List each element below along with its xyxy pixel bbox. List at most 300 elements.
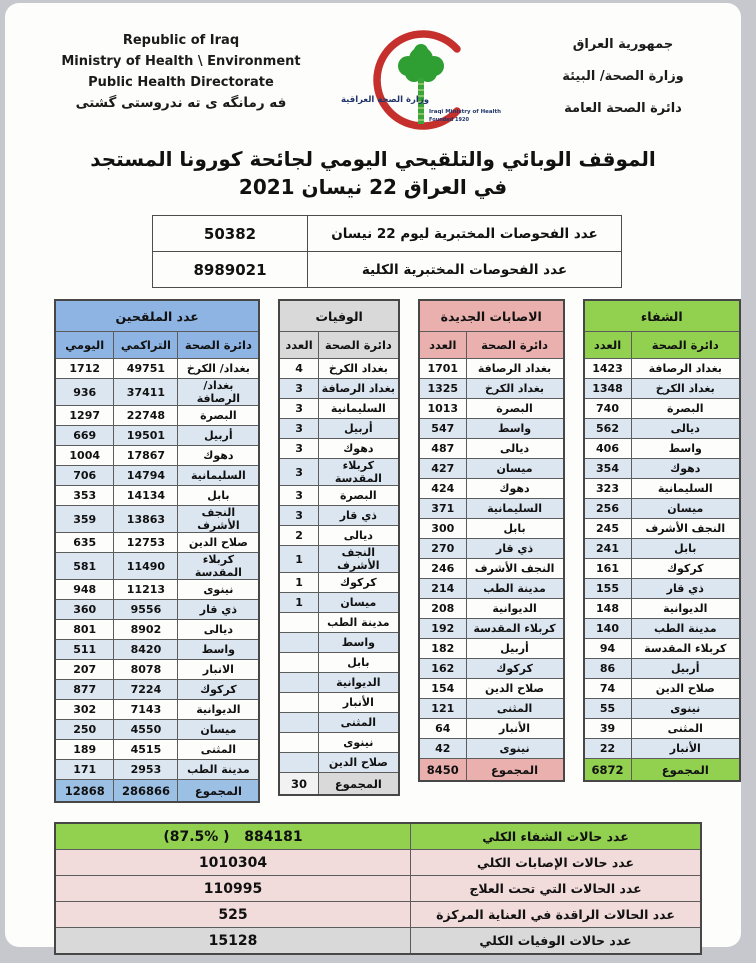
table-row [419, 659, 564, 679]
deaths-total-label: المجموع [318, 773, 399, 796]
table-row [584, 739, 741, 759]
value-cell: 8078 [114, 660, 178, 680]
province-cell: بغداد الكرخ [318, 359, 399, 379]
table-row [55, 876, 701, 902]
value-cell: 371 [419, 499, 466, 519]
table-row [584, 639, 741, 659]
province-cell: مدينة الطب [631, 619, 740, 639]
table-row [419, 579, 564, 599]
province-cell: ديالى [318, 526, 399, 546]
value-cell: 801 [55, 620, 114, 640]
logo-arabic-name: وزارة الصحة العراقية [341, 95, 429, 105]
province-cell: كربلاء المقدسة [178, 553, 259, 580]
table-row [55, 300, 259, 332]
province-cell: واسط [631, 439, 740, 459]
value-cell: 246 [419, 559, 466, 579]
value-cell: 7143 [114, 700, 178, 720]
table-row [279, 693, 399, 713]
province-cell: الديوانية [466, 599, 563, 619]
table-row [55, 426, 259, 446]
value-cell: 39 [584, 719, 632, 739]
total-tests-label: عدد الفحوصات المختبرية الكلية [308, 252, 622, 288]
value-cell: 74 [584, 679, 632, 699]
table-row [55, 600, 259, 620]
header-en-line3: Public Health Directorate [88, 74, 274, 90]
table-row [279, 399, 399, 419]
totals-summary-table [54, 822, 702, 955]
value-cell [279, 713, 318, 733]
province-cell: السليمانية [631, 479, 740, 499]
table-row [153, 216, 622, 252]
recovery-province-header: دائرة الصحة [631, 332, 740, 359]
province-cell: بابل [631, 539, 740, 559]
value-cell: 49751 [114, 359, 178, 379]
value-cell: 354 [584, 459, 632, 479]
deaths-table [278, 299, 400, 796]
value-cell: 706 [55, 466, 114, 486]
province-cell: مدينة الطب [466, 579, 563, 599]
total-deaths-label: عدد حالات الوفيات الكلي [411, 928, 702, 955]
value-cell: 162 [419, 659, 466, 679]
table-row [55, 446, 259, 466]
recovery-total-value: 6872 [584, 759, 632, 782]
value-cell [279, 673, 318, 693]
province-cell: واسط [466, 419, 563, 439]
table-row [584, 300, 741, 332]
infections-table-title: الاصابات الجديدة [419, 300, 564, 332]
value-cell [279, 733, 318, 753]
table-row [584, 379, 741, 399]
province-cell: السليمانية [466, 499, 563, 519]
total-cases-label: عدد حالات الإصابات الكلي [411, 850, 702, 876]
table-row [55, 823, 701, 850]
province-cell: بغداد الكرخ [466, 379, 563, 399]
value-cell: 877 [55, 680, 114, 700]
value-cell: 4 [279, 359, 318, 379]
recovery-table-title: الشفاء [584, 300, 741, 332]
table-row [419, 639, 564, 659]
value-cell: 207 [55, 660, 114, 680]
province-cell: بغداد الرصافة [631, 359, 740, 379]
value-cell: 424 [419, 479, 466, 499]
table-row [55, 720, 259, 740]
province-cell: بابل [178, 486, 259, 506]
province-cell: ميسان [318, 593, 399, 613]
province-cell: أربيل [178, 426, 259, 446]
province-cell: الانبار [178, 660, 259, 680]
province-cell: الأنبار [318, 693, 399, 713]
table-row [419, 679, 564, 699]
value-cell: 208 [419, 599, 466, 619]
value-cell: 353 [55, 486, 114, 506]
province-cell: الديوانية [318, 673, 399, 693]
value-cell: 9556 [114, 600, 178, 620]
value-cell: 4515 [114, 740, 178, 760]
value-cell: 427 [419, 459, 466, 479]
value-cell: 562 [584, 419, 632, 439]
value-cell: 1004 [55, 446, 114, 466]
value-cell: 302 [55, 700, 114, 720]
value-cell: 19501 [114, 426, 178, 446]
governorate-tables [54, 299, 741, 803]
province-cell: النجف الأشرف [466, 559, 563, 579]
value-cell: 86 [584, 659, 632, 679]
value-cell: 3 [279, 506, 318, 526]
table-row [55, 406, 259, 426]
province-cell: واسط [178, 640, 259, 660]
table-row [55, 902, 701, 928]
table-row [279, 753, 399, 773]
table-row [584, 519, 741, 539]
table-row [419, 359, 564, 379]
icu-cases-label: عدد الحالات الراقدة في العناية المركزة [411, 902, 702, 928]
province-cell: ديالى [631, 419, 740, 439]
value-cell: 359 [55, 506, 114, 533]
value-cell: 155 [584, 579, 632, 599]
table-row [55, 780, 259, 803]
vaccinated-province-header: دائرة الصحة [178, 332, 259, 359]
header-arabic-block [533, 23, 713, 125]
table-row [584, 659, 741, 679]
value-cell: 1701 [419, 359, 466, 379]
table-row [279, 459, 399, 486]
infections-count-header: العدد [419, 332, 466, 359]
table-row [279, 419, 399, 439]
value-cell: 1 [279, 573, 318, 593]
table-row [279, 673, 399, 693]
province-cell: نينوى [178, 580, 259, 600]
recovery-table [583, 299, 742, 782]
table-row [419, 719, 564, 739]
deaths-table-title: الوفيات [279, 300, 399, 332]
province-cell: أربيل [631, 659, 740, 679]
value-cell: 2953 [114, 760, 178, 780]
table-row [55, 850, 701, 876]
province-cell: كركوك [466, 659, 563, 679]
province-cell: السليمانية [318, 399, 399, 419]
header-kurdish-line: فه رمانگه ی ته ندروستی گشتی [75, 95, 287, 112]
value-cell: 256 [584, 499, 632, 519]
value-cell: 547 [419, 419, 466, 439]
report-title-line1: الموقف الوبائي والتلقيحي اليومي لجائحة كورونا المستجد [90, 147, 656, 171]
table-row [419, 459, 564, 479]
table-row [419, 499, 564, 519]
value-cell: 64 [419, 719, 466, 739]
table-row [584, 559, 741, 579]
header-en-line2: Ministry of Health \ Environment [61, 53, 301, 69]
value-cell: 360 [55, 600, 114, 620]
report-page [5, 3, 741, 947]
value-cell: 241 [584, 539, 632, 559]
table-row [419, 300, 564, 332]
province-cell: المثنى [466, 699, 563, 719]
province-cell: صلاح الدين [631, 679, 740, 699]
table-row [279, 733, 399, 753]
table-row [584, 679, 741, 699]
table-row [55, 359, 259, 379]
table-row [55, 580, 259, 600]
value-cell: 948 [55, 580, 114, 600]
table-row [55, 533, 259, 553]
table-row [279, 359, 399, 379]
province-cell: المثنى [178, 740, 259, 760]
deaths-table-body [279, 359, 399, 773]
header-ar-line2: وزارة الصحة/ البيئة [562, 68, 684, 84]
value-cell: 22748 [114, 406, 178, 426]
value-cell: 140 [584, 619, 632, 639]
value-cell: 14794 [114, 466, 178, 486]
table-row [584, 439, 741, 459]
province-cell: صلاح الدين [178, 533, 259, 553]
province-cell: بغداد الكرخ [631, 379, 740, 399]
table-row [55, 740, 259, 760]
table-row [584, 419, 741, 439]
table-row [584, 459, 741, 479]
table-row [419, 739, 564, 759]
province-cell: دهوك [466, 479, 563, 499]
value-cell: 13863 [114, 506, 178, 533]
table-row [279, 439, 399, 459]
table-row [584, 499, 741, 519]
table-row [279, 613, 399, 633]
value-cell: 55 [584, 699, 632, 719]
province-cell: بغداد الرصافة [466, 359, 563, 379]
table-row [584, 719, 741, 739]
table-row [55, 486, 259, 506]
table-row [419, 619, 564, 639]
province-cell: الديوانية [631, 599, 740, 619]
province-cell: نينوى [318, 733, 399, 753]
province-cell: كربلاء المقدسة [631, 639, 740, 659]
province-cell: بابل [466, 519, 563, 539]
value-cell: 148 [584, 599, 632, 619]
value-cell: 182 [419, 639, 466, 659]
province-cell: ميسان [178, 720, 259, 740]
total-recoveries-label: عدد حالات الشفاء الكلي [411, 823, 702, 850]
province-cell: بغداد/ الكرخ [178, 359, 259, 379]
value-cell: 171 [55, 760, 114, 780]
vaccinated-table-title: عدد الملقحين [55, 300, 259, 332]
table-row [279, 573, 399, 593]
province-cell: ميسان [466, 459, 563, 479]
vaccinated-total-daily: 12868 [55, 780, 114, 803]
table-row [279, 379, 399, 399]
value-cell: 154 [419, 679, 466, 699]
value-cell: 3 [279, 399, 318, 419]
vaccinated-table [54, 299, 260, 803]
province-cell: النجف الأشرف [631, 519, 740, 539]
value-cell [279, 753, 318, 773]
table-row [584, 699, 741, 719]
province-cell: كركوك [178, 680, 259, 700]
value-cell [279, 693, 318, 713]
table-row [55, 640, 259, 660]
total-recoveries-value: (87.5% ) 884181 [55, 823, 411, 850]
table-row [419, 539, 564, 559]
value-cell: 7224 [114, 680, 178, 700]
value-cell: 406 [584, 439, 632, 459]
table-row [279, 526, 399, 546]
table-row [279, 546, 399, 573]
table-row [55, 506, 259, 533]
value-cell: 487 [419, 439, 466, 459]
province-cell: ميسان [631, 499, 740, 519]
header-ar-line3: دائرة الصحة العامة [564, 100, 682, 116]
table-row [279, 653, 399, 673]
value-cell [279, 633, 318, 653]
value-cell: 300 [419, 519, 466, 539]
value-cell [279, 653, 318, 673]
table-row [55, 700, 259, 720]
province-cell: ذي قار [178, 600, 259, 620]
value-cell: 8420 [114, 640, 178, 660]
value-cell: 1423 [584, 359, 632, 379]
recovery-table-body [584, 359, 741, 759]
table-row [584, 619, 741, 639]
deaths-count-header: العدد [279, 332, 318, 359]
value-cell: 11490 [114, 553, 178, 580]
value-cell: 14134 [114, 486, 178, 506]
province-cell: المثنى [631, 719, 740, 739]
value-cell: 2 [279, 526, 318, 546]
province-cell: المثنى [318, 713, 399, 733]
under-treatment-value: 110995 [55, 876, 411, 902]
value-cell: 94 [584, 639, 632, 659]
province-cell: بغداد الرصافة [318, 379, 399, 399]
daily-tests-value: 50382 [153, 216, 308, 252]
value-cell: 3 [279, 439, 318, 459]
value-cell: 511 [55, 640, 114, 660]
province-cell: دهوك [631, 459, 740, 479]
province-cell: الأنبار [466, 719, 563, 739]
province-cell: الأنبار [631, 739, 740, 759]
table-row [55, 332, 259, 359]
province-cell: ذي قار [631, 579, 740, 599]
value-cell: 1 [279, 546, 318, 573]
infections-province-header: دائرة الصحة [466, 332, 563, 359]
table-row [279, 506, 399, 526]
value-cell: 3 [279, 379, 318, 399]
province-cell: ذي قار [466, 539, 563, 559]
province-cell: البصرة [631, 399, 740, 419]
vaccinated-daily-header: اليومي [55, 332, 114, 359]
value-cell: 1348 [584, 379, 632, 399]
logo-english-name: Iraqi Ministry of Health [429, 109, 502, 115]
value-cell: 192 [419, 619, 466, 639]
value-cell: 17867 [114, 446, 178, 466]
table-row [55, 466, 259, 486]
table-row [419, 399, 564, 419]
table-row [55, 928, 701, 955]
value-cell: 669 [55, 426, 114, 446]
province-cell: بابل [318, 653, 399, 673]
value-cell [279, 613, 318, 633]
province-cell: كربلاء المقدسة [318, 459, 399, 486]
value-cell: 936 [55, 379, 114, 406]
table-row [55, 379, 259, 406]
ministry-of-health-logo [336, 23, 506, 141]
table-row [419, 419, 564, 439]
header-ar-line1: جمهورية العراق [572, 37, 674, 52]
province-cell: دهوك [318, 439, 399, 459]
table-row [279, 773, 399, 796]
province-cell: البصرة [466, 399, 563, 419]
province-cell: البصرة [178, 406, 259, 426]
header-english-block [53, 23, 309, 115]
value-cell: 270 [419, 539, 466, 559]
table-row [419, 699, 564, 719]
table-row [153, 252, 622, 288]
table-row [419, 759, 564, 782]
table-row [279, 713, 399, 733]
value-cell: 1325 [419, 379, 466, 399]
infections-total-label: المجموع [466, 759, 563, 782]
province-cell: مدينة الطب [318, 613, 399, 633]
vaccinated-total-cumulative: 286866 [114, 780, 178, 803]
province-cell: النجف الأشرف [178, 506, 259, 533]
new-infections-table [418, 299, 565, 782]
table-row [419, 439, 564, 459]
province-cell: الديوانية [178, 700, 259, 720]
province-cell: البصرة [318, 486, 399, 506]
province-cell: أربيل [318, 419, 399, 439]
province-cell: كركوك [631, 559, 740, 579]
total-cases-value: 1010304 [55, 850, 411, 876]
recovery-total-label: المجموع [631, 759, 740, 782]
table-row [584, 759, 741, 782]
value-cell: 189 [55, 740, 114, 760]
daily-tests-label: عدد الفحوصات المختبرية ليوم 22 نيسان [308, 216, 622, 252]
province-cell: أربيل [466, 639, 563, 659]
province-cell: واسط [318, 633, 399, 653]
vaccinated-cumulative-header: التراكمي [114, 332, 178, 359]
table-row [55, 760, 259, 780]
value-cell: 635 [55, 533, 114, 553]
total-deaths-value: 15128 [55, 928, 411, 955]
province-cell: نينوى [466, 739, 563, 759]
province-cell: ديالى [178, 620, 259, 640]
table-row [279, 633, 399, 653]
recovery-count-header: العدد [584, 332, 632, 359]
province-cell: بغداد/ الرصافة [178, 379, 259, 406]
value-cell: 37411 [114, 379, 178, 406]
table-row [55, 660, 259, 680]
header-en-line1: Republic of Iraq [122, 33, 240, 48]
province-cell: دهوك [178, 446, 259, 466]
icu-cases-value: 525 [55, 902, 411, 928]
province-cell: كركوك [318, 573, 399, 593]
value-cell: 11213 [114, 580, 178, 600]
logo-graphic [336, 23, 506, 141]
value-cell: 1013 [419, 399, 466, 419]
value-cell: 12753 [114, 533, 178, 553]
table-row [419, 479, 564, 499]
province-cell: صلاح الدين [466, 679, 563, 699]
province-cell: السليمانية [178, 466, 259, 486]
logo-founded-line: Founded 1920 [429, 117, 469, 123]
table-row [584, 599, 741, 619]
province-cell: ديالى [466, 439, 563, 459]
report-title [5, 147, 741, 199]
page-header [5, 17, 741, 141]
vaccinated-table-body [55, 359, 259, 780]
table-row [584, 579, 741, 599]
value-cell: 4550 [114, 720, 178, 740]
table-row [419, 559, 564, 579]
deaths-total-value: 30 [279, 773, 318, 796]
deaths-province-header: دائرة الصحة [318, 332, 399, 359]
table-row [584, 539, 741, 559]
